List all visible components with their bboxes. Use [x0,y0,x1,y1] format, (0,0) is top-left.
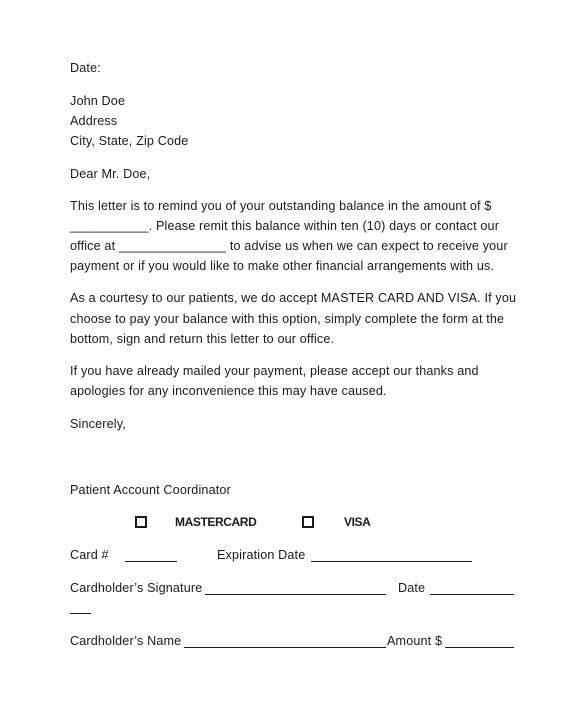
expiration-date-label: Expiration Date [217,548,306,562]
amount-field[interactable] [445,647,514,648]
card-number-label: Card # [70,548,109,562]
visa-label: VISA [344,515,371,529]
recipient-address: Address [70,114,118,128]
mastercard-checkbox[interactable] [135,516,147,528]
recipient-city-state-zip: City, State, Zip Code [70,134,189,148]
paragraph1-line: ___________. Please remit this balance within ten (10) days or contact our [70,219,500,233]
paragraph2-line: bottom, sign and return this letter to our office. [70,332,335,346]
signature-date-label: Date [398,581,426,595]
cardholder-name-label: Cardholder’s Name [70,634,182,648]
signer-title: Patient Account Coordinator [70,483,231,497]
cardholder-signature-field[interactable] [205,594,386,595]
date-label: Date: [70,61,101,75]
amount-label: Amount $ [387,634,443,648]
paragraph1-line: office at _______________ to advise us when we can expect to receive your [70,239,508,253]
paragraph2-line: choose to pay your balance with this option, simply complete the form at the [70,312,505,326]
cardholder-name-field[interactable] [184,647,386,648]
signature-date-field-continued [70,613,91,614]
salutation: Dear Mr. Doe, [70,167,151,181]
paragraph2-line: As a courtesy to our patients, we do accept MASTER CARD AND VISA. If you [70,291,517,305]
expiration-date-field[interactable] [311,561,472,562]
paragraph3-line: apologies for any inconvenience this may have caused. [70,384,387,398]
paragraph1-line: payment or if you would like to make other financial arrangements with us. [70,259,495,273]
paragraph3-line: If you have already mailed your payment, please accept our thanks and [70,364,479,378]
closing: Sincerely, [70,417,126,431]
card-number-field[interactable] [125,561,177,562]
visa-checkbox[interactable] [302,516,314,528]
cardholder-signature-label: Cardholder’s Signature [70,581,203,595]
signature-date-field[interactable] [430,594,514,595]
recipient-name: John Doe [70,94,126,108]
mastercard-label: MASTERCARD [175,515,257,529]
paragraph1-line: This letter is to remind you of your outstanding balance in the amount of $ [70,199,492,213]
